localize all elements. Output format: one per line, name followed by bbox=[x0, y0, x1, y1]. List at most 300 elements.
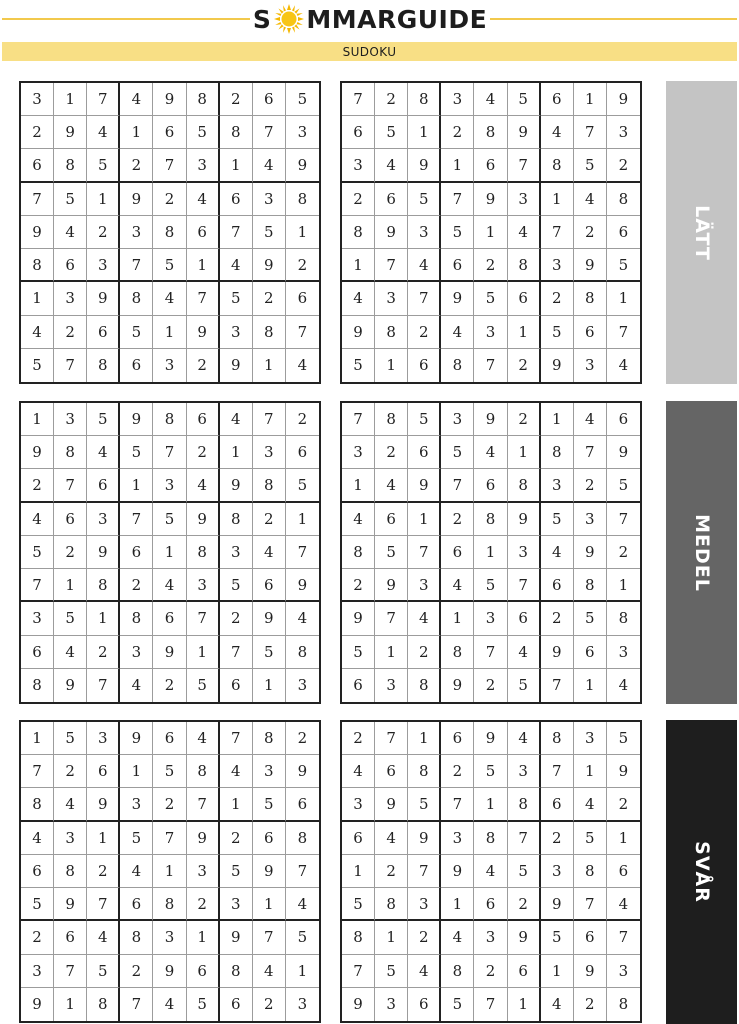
sudoku-cell: 2 bbox=[342, 722, 375, 755]
sudoku-cell: 3 bbox=[441, 403, 474, 436]
sudoku-cell: 5 bbox=[375, 955, 408, 988]
sudoku-cell: 2 bbox=[408, 636, 441, 669]
sudoku-cell: 6 bbox=[541, 569, 574, 602]
sudoku-cell: 8 bbox=[508, 249, 541, 282]
sudoku-cell: 8 bbox=[87, 988, 120, 1021]
sudoku-cell: 4 bbox=[508, 636, 541, 669]
sudoku-cell: 3 bbox=[253, 755, 286, 788]
sudoku-cell: 4 bbox=[54, 216, 87, 249]
sudoku-cell: 1 bbox=[375, 349, 408, 382]
sudoku-cell: 8 bbox=[187, 755, 220, 788]
sudoku-cell: 3 bbox=[607, 116, 640, 149]
sudoku-cell: 5 bbox=[408, 183, 441, 216]
sudoku-cell: 3 bbox=[286, 116, 319, 149]
sudoku-cell: 9 bbox=[87, 536, 120, 569]
sudoku-cell: 5 bbox=[286, 83, 319, 116]
sudoku-cell: 2 bbox=[474, 669, 507, 702]
header-rule-right bbox=[486, 18, 737, 20]
sudoku-cell: 2 bbox=[153, 183, 186, 216]
sudoku-cell: 9 bbox=[375, 569, 408, 602]
sudoku-cell: 7 bbox=[607, 503, 640, 536]
sudoku-cell: 2 bbox=[375, 83, 408, 116]
sudoku-cell: 1 bbox=[253, 669, 286, 702]
sudoku-cell: 2 bbox=[574, 469, 607, 502]
sudoku-cell: 4 bbox=[441, 921, 474, 954]
sudoku-cell: 8 bbox=[220, 116, 253, 149]
sudoku-cell: 6 bbox=[474, 149, 507, 182]
sudoku-cell: 1 bbox=[120, 469, 153, 502]
sudoku-cell: 4 bbox=[187, 469, 220, 502]
sudoku-cell: 1 bbox=[441, 888, 474, 921]
sudoku-cell: 9 bbox=[508, 116, 541, 149]
sudoku-cell: 3 bbox=[54, 403, 87, 436]
sudoku-cell: 3 bbox=[120, 788, 153, 821]
sudoku-cell: 6 bbox=[375, 755, 408, 788]
sudoku-cell: 5 bbox=[408, 403, 441, 436]
sudoku-cell: 5 bbox=[508, 855, 541, 888]
sudoku-cell: 3 bbox=[408, 888, 441, 921]
sudoku-cell: 3 bbox=[441, 822, 474, 855]
sudoku-cell: 4 bbox=[574, 403, 607, 436]
sudoku-cell: 9 bbox=[54, 669, 87, 702]
sudoku-cell: 8 bbox=[187, 83, 220, 116]
sudoku-cell: 9 bbox=[187, 822, 220, 855]
sudoku-cell: 9 bbox=[187, 503, 220, 536]
sudoku-cell: 3 bbox=[54, 282, 87, 315]
sudoku-cell: 5 bbox=[220, 282, 253, 315]
sudoku-cell: 1 bbox=[408, 503, 441, 536]
sudoku-cell: 7 bbox=[120, 988, 153, 1021]
sudoku-cell: 5 bbox=[54, 183, 87, 216]
sudoku-cell: 3 bbox=[297, 995, 308, 1014]
sudoku-cell: 1 bbox=[474, 216, 507, 249]
sudoku-cell: 5 bbox=[253, 216, 286, 249]
sudoku-cell: 9 bbox=[607, 755, 640, 788]
sudoku-cell: 5 bbox=[541, 503, 574, 536]
sudoku-cell: 1 bbox=[286, 503, 319, 536]
sudoku-cell: 2 bbox=[441, 503, 474, 536]
sudoku-cell: 7 bbox=[474, 636, 507, 669]
sudoku-cell: 9 bbox=[574, 536, 607, 569]
sudoku-cell: 5 bbox=[574, 602, 607, 635]
sudoku-cell: 1 bbox=[153, 536, 186, 569]
sudoku-cell: 2 bbox=[508, 403, 541, 436]
sudoku-cell: 3 bbox=[253, 436, 286, 469]
sudoku-cell: 1 bbox=[508, 988, 541, 1021]
sudoku-cell: 1 bbox=[474, 788, 507, 821]
sudoku-cell: 4 bbox=[220, 249, 253, 282]
sudoku-cell: 3 bbox=[153, 349, 186, 382]
sudoku-cell: 5 bbox=[120, 436, 153, 469]
sudoku-cell: 4 bbox=[87, 116, 120, 149]
sudoku-cell: 2 bbox=[541, 282, 574, 315]
sudoku-cell: 8 bbox=[408, 669, 441, 702]
sudoku-cell: 8 bbox=[574, 855, 607, 888]
sudoku-cell: 8 bbox=[286, 636, 319, 669]
sudoku-cell: 1 bbox=[54, 569, 87, 602]
sudoku-cell: 1 bbox=[153, 855, 186, 888]
sudoku-cell: 6 bbox=[508, 955, 541, 988]
sudoku-cell: 7 bbox=[220, 216, 253, 249]
sudoku-cell: 8 bbox=[441, 349, 474, 382]
sudoku-grid-medel-2 bbox=[340, 401, 642, 704]
sudoku-cell: 3 bbox=[220, 536, 253, 569]
sudoku-cell: 3 bbox=[187, 569, 220, 602]
sudoku-cell: 8 bbox=[541, 436, 574, 469]
sudoku-cell: 6 bbox=[153, 602, 186, 635]
sudoku-cell: 3 bbox=[574, 722, 607, 755]
sudoku-cell: 9 bbox=[21, 216, 54, 249]
sudoku-cell: 7 bbox=[87, 669, 120, 702]
sudoku-cell: 2 bbox=[21, 921, 54, 954]
sudoku-cell: 1 bbox=[187, 636, 220, 669]
sudoku-cell: 9 bbox=[187, 316, 220, 349]
sudoku-cell: 9 bbox=[541, 349, 574, 382]
sudoku-cell: 9 bbox=[508, 921, 541, 954]
sudoku-cell: 9 bbox=[342, 602, 375, 635]
sudoku-cell: 7 bbox=[286, 536, 319, 569]
sudoku-cell: 2 bbox=[342, 183, 375, 216]
sudoku-cell: 1 bbox=[574, 83, 607, 116]
sudoku-cell: 8 bbox=[541, 149, 574, 182]
sudoku-cell: 1 bbox=[220, 788, 253, 821]
sudoku-cell: 8 bbox=[21, 788, 54, 821]
sudoku-cell: 8 bbox=[87, 349, 120, 382]
sudoku-cell: 6 bbox=[441, 249, 474, 282]
sudoku-cell: 1 bbox=[607, 569, 640, 602]
sudoku-cell: 4 bbox=[618, 676, 629, 695]
sudoku-cell: 7 bbox=[541, 216, 574, 249]
sudoku-cell: 8 bbox=[508, 469, 541, 502]
sudoku-cell: 7 bbox=[187, 788, 220, 821]
sudoku-cell: 6 bbox=[342, 116, 375, 149]
sudoku-cell: 3 bbox=[375, 669, 408, 702]
sudoku-cell: 8 bbox=[574, 569, 607, 602]
sudoku-cell: 8 bbox=[342, 536, 375, 569]
sudoku-cell: 6 bbox=[187, 955, 220, 988]
sudoku-cell: 4 bbox=[21, 316, 54, 349]
sudoku-cell: 7 bbox=[441, 788, 474, 821]
sudoku-cell: 8 bbox=[541, 722, 574, 755]
sudoku-cell: 4 bbox=[253, 149, 286, 182]
sudoku-cell: 5 bbox=[187, 116, 220, 149]
sudoku-cell: 3 bbox=[474, 602, 507, 635]
sudoku-cell: 9 bbox=[220, 349, 253, 382]
sudoku-cell: 7 bbox=[474, 988, 507, 1021]
sudoku-cell: 9 bbox=[286, 755, 319, 788]
sudoku-cell: 3 bbox=[342, 149, 375, 182]
sudoku-cell: 7 bbox=[120, 249, 153, 282]
sudoku-cell: 9 bbox=[120, 403, 153, 436]
sudoku-cell: 5 bbox=[474, 569, 507, 602]
sudoku-cell: 5 bbox=[187, 988, 220, 1021]
sudoku-cell: 2 bbox=[21, 469, 54, 502]
sudoku-cell: 2 bbox=[253, 988, 286, 1021]
sudoku-cell: 8 bbox=[220, 955, 253, 988]
sudoku-cell: 8 bbox=[54, 149, 87, 182]
sudoku-cell: 2 bbox=[87, 216, 120, 249]
sudoku-cell: 9 bbox=[253, 602, 286, 635]
sudoku-cell: 4 bbox=[541, 536, 574, 569]
sudoku-cell: 1 bbox=[253, 888, 286, 921]
sudoku-cell: 9 bbox=[607, 83, 640, 116]
sudoku-cell: 7 bbox=[286, 316, 319, 349]
sudoku-cell: 5 bbox=[87, 149, 120, 182]
sudoku-cell: 5 bbox=[375, 116, 408, 149]
sudoku-cell: 5 bbox=[21, 349, 54, 382]
sudoku-cell: 7 bbox=[408, 855, 441, 888]
sudoku-cell: 2 bbox=[541, 602, 574, 635]
sudoku-cell: 1 bbox=[342, 469, 375, 502]
sudoku-cell: 5 bbox=[54, 602, 87, 635]
sudoku-cell: 5 bbox=[87, 955, 120, 988]
sudoku-cell: 1 bbox=[187, 249, 220, 282]
sudoku-cell: 1 bbox=[220, 149, 253, 182]
sudoku-cell: 2 bbox=[220, 822, 253, 855]
sudoku-cell: 8 bbox=[253, 469, 286, 502]
sudoku-cell: 1 bbox=[574, 669, 607, 702]
sudoku-cell: 4 bbox=[120, 855, 153, 888]
sudoku-cell: 6 bbox=[21, 636, 54, 669]
sudoku-cell: 6 bbox=[54, 249, 87, 282]
sudoku-cell: 3 bbox=[541, 249, 574, 282]
sudoku-cell: 7 bbox=[153, 436, 186, 469]
sudoku-cell: 3 bbox=[253, 183, 286, 216]
sudoku-cell: 5 bbox=[286, 469, 319, 502]
sudoku-cell: 8 bbox=[607, 602, 640, 635]
sudoku-cell: 5 bbox=[607, 722, 640, 755]
sudoku-cell: 3 bbox=[408, 569, 441, 602]
sudoku-cell: 6 bbox=[54, 503, 87, 536]
sudoku-cell: 3 bbox=[375, 988, 408, 1021]
sudoku-cell: 2 bbox=[187, 888, 220, 921]
sudoku-cell: 7 bbox=[54, 955, 87, 988]
sudoku-cell: 2 bbox=[286, 249, 319, 282]
sudoku-cell: 3 bbox=[342, 788, 375, 821]
sudoku-grid-medel-1 bbox=[19, 401, 321, 704]
sudoku-cell: 8 bbox=[375, 316, 408, 349]
sudoku-cell: 1 bbox=[508, 316, 541, 349]
sudoku-cell: 8 bbox=[408, 755, 441, 788]
sudoku-cell: 2 bbox=[375, 436, 408, 469]
sudoku-cell: 6 bbox=[408, 349, 441, 382]
sudoku-cell: 9 bbox=[253, 855, 286, 888]
sudoku-cell: 9 bbox=[408, 822, 441, 855]
sudoku-cell: 1 bbox=[408, 116, 441, 149]
sudoku-cell: 9 bbox=[541, 636, 574, 669]
sudoku-cell: 4 bbox=[441, 569, 474, 602]
sudoku-cell: 4 bbox=[286, 888, 319, 921]
sudoku-cell: 1 bbox=[87, 602, 120, 635]
sudoku-cell: 6 bbox=[286, 436, 319, 469]
sun-icon bbox=[274, 4, 304, 34]
sudoku-cell: 4 bbox=[342, 755, 375, 788]
sudoku-cell: 3 bbox=[187, 855, 220, 888]
sudoku-cell: 2 bbox=[408, 316, 441, 349]
sudoku-cell: 6 bbox=[607, 216, 640, 249]
sudoku-cell: 9 bbox=[87, 282, 120, 315]
sudoku-cell: 2 bbox=[286, 722, 319, 755]
sudoku-cell: 5 bbox=[120, 822, 153, 855]
sudoku-cell: 4 bbox=[408, 249, 441, 282]
sudoku-cell: 6 bbox=[574, 316, 607, 349]
sudoku-cell: 6 bbox=[508, 282, 541, 315]
sudoku-cell: 9 bbox=[342, 316, 375, 349]
sudoku-cell: 8 bbox=[187, 536, 220, 569]
sudoku-cell: 3 bbox=[297, 676, 308, 695]
sudoku-cell: 3 bbox=[21, 83, 54, 116]
sudoku-cell: 3 bbox=[541, 855, 574, 888]
sudoku-cell: 5 bbox=[153, 249, 186, 282]
sudoku-cell: 6 bbox=[607, 403, 640, 436]
sudoku-cell: 4 bbox=[87, 436, 120, 469]
sudoku-cell: 6 bbox=[541, 83, 574, 116]
sudoku-cell: 7 bbox=[408, 282, 441, 315]
sudoku-cell: 9 bbox=[253, 249, 286, 282]
sudoku-cell: 9 bbox=[508, 503, 541, 536]
sudoku-cell: 7 bbox=[220, 722, 253, 755]
sudoku-cell: 8 bbox=[375, 403, 408, 436]
brand-prefix: S bbox=[252, 4, 272, 34]
sudoku-cell: 5 bbox=[153, 503, 186, 536]
sudoku-cell: 7 bbox=[474, 349, 507, 382]
sudoku-cell: 7 bbox=[21, 183, 54, 216]
sudoku-cell: 6 bbox=[153, 116, 186, 149]
header bbox=[0, 0, 739, 40]
sudoku-cell: 1 bbox=[187, 921, 220, 954]
sudoku-cell: 6 bbox=[342, 822, 375, 855]
sudoku-cell: 8 bbox=[54, 855, 87, 888]
sudoku-cell: 8 bbox=[286, 183, 319, 216]
sudoku-cell: 8 bbox=[286, 822, 319, 855]
sudoku-cell: 4 bbox=[21, 822, 54, 855]
sudoku-cell: 3 bbox=[375, 282, 408, 315]
sudoku-cell: 8 bbox=[474, 503, 507, 536]
sudoku-cell: 1 bbox=[120, 116, 153, 149]
sudoku-cell: 7 bbox=[574, 888, 607, 921]
sudoku-cell: 6 bbox=[375, 183, 408, 216]
sudoku-cell: 2 bbox=[541, 822, 574, 855]
sudoku-cell: 1 bbox=[607, 822, 640, 855]
level-band-latt bbox=[666, 81, 737, 384]
sudoku-cell: 1 bbox=[375, 921, 408, 954]
sudoku-cell: 7 bbox=[574, 116, 607, 149]
sudoku-cell: 7 bbox=[253, 921, 286, 954]
sudoku-cell: 9 bbox=[574, 955, 607, 988]
sudoku-cell: 9 bbox=[408, 469, 441, 502]
sudoku-cell: 7 bbox=[187, 602, 220, 635]
sudoku-cell: 7 bbox=[120, 503, 153, 536]
sudoku-cell: 7 bbox=[607, 316, 640, 349]
sudoku-cell: 1 bbox=[21, 282, 54, 315]
sudoku-cell: 3 bbox=[474, 921, 507, 954]
sudoku-cell: 7 bbox=[21, 569, 54, 602]
sudoku-cell: 5 bbox=[120, 316, 153, 349]
sudoku-cell: 2 bbox=[441, 755, 474, 788]
sudoku-cell: 4 bbox=[297, 356, 308, 375]
sudoku-cell: 4 bbox=[508, 722, 541, 755]
sudoku-cell: 9 bbox=[286, 569, 319, 602]
sudoku-cell: 9 bbox=[441, 855, 474, 888]
sudoku-cell: 7 bbox=[441, 183, 474, 216]
sudoku-cell: 2 bbox=[187, 436, 220, 469]
sudoku-cell: 2 bbox=[120, 149, 153, 182]
sudoku-cell: 5 bbox=[286, 921, 319, 954]
sudoku-cell: 8 bbox=[253, 722, 286, 755]
sudoku-cell: 7 bbox=[508, 822, 541, 855]
sudoku-cell: 3 bbox=[21, 955, 54, 988]
sudoku-cell: 5 bbox=[153, 755, 186, 788]
sudoku-cell: 9 bbox=[286, 149, 319, 182]
sudoku-cell: 2 bbox=[54, 755, 87, 788]
sudoku-cell: 2 bbox=[574, 216, 607, 249]
sudoku-cell: 7 bbox=[375, 722, 408, 755]
sudoku-cell: 2 bbox=[54, 536, 87, 569]
section-bar bbox=[2, 42, 737, 61]
sudoku-cell: 7 bbox=[342, 955, 375, 988]
sudoku-cell: 3 bbox=[87, 503, 120, 536]
sudoku-cell: 6 bbox=[342, 669, 375, 702]
sudoku-cell: 5 bbox=[441, 988, 474, 1021]
sudoku-cell: 9 bbox=[87, 788, 120, 821]
sudoku-cell: 6 bbox=[541, 788, 574, 821]
sudoku-cell: 5 bbox=[187, 669, 220, 702]
sudoku-grid-svar-2 bbox=[340, 720, 642, 1023]
sudoku-grid-latt-2 bbox=[340, 81, 642, 384]
sudoku-cell: 2 bbox=[120, 955, 153, 988]
sudoku-cell: 1 bbox=[408, 722, 441, 755]
sudoku-cell: 7 bbox=[286, 855, 319, 888]
section-title: SUDOKU bbox=[342, 44, 397, 59]
sudoku-cell: 5 bbox=[574, 822, 607, 855]
sudoku-cell: 2 bbox=[474, 955, 507, 988]
sudoku-cell: 4 bbox=[220, 403, 253, 436]
sudoku-cell: 1 bbox=[87, 183, 120, 216]
sudoku-cell: 6 bbox=[253, 569, 286, 602]
sudoku-cell: 5 bbox=[607, 249, 640, 282]
sudoku-cell: 6 bbox=[21, 149, 54, 182]
sudoku-cell: 2 bbox=[607, 536, 640, 569]
sudoku-cell: 7 bbox=[541, 755, 574, 788]
sudoku-cell: 3 bbox=[408, 216, 441, 249]
sudoku-cell: 4 bbox=[541, 988, 574, 1021]
brand-suffix: MMARGUIDE bbox=[306, 4, 488, 34]
sudoku-cell: 4 bbox=[508, 216, 541, 249]
sudoku-cell: 8 bbox=[408, 83, 441, 116]
sudoku-cell: 7 bbox=[574, 436, 607, 469]
sudoku-cell: 7 bbox=[441, 469, 474, 502]
sudoku-cell: 3 bbox=[574, 503, 607, 536]
sudoku-cell: 1 bbox=[574, 755, 607, 788]
sudoku-cell: 6 bbox=[253, 83, 286, 116]
sudoku-cell: 7 bbox=[375, 249, 408, 282]
sudoku-cell: 6 bbox=[286, 788, 319, 821]
sudoku-cell: 6 bbox=[441, 722, 474, 755]
sudoku-cell: 1 bbox=[474, 536, 507, 569]
sudoku-cell: 1 bbox=[375, 636, 408, 669]
sudoku-cell: 7 bbox=[87, 888, 120, 921]
sudoku-cell: 9 bbox=[120, 183, 153, 216]
sudoku-cell: 3 bbox=[21, 602, 54, 635]
sudoku-cell: 6 bbox=[120, 536, 153, 569]
sudoku-cell: 2 bbox=[508, 888, 541, 921]
sudoku-cell: 6 bbox=[574, 636, 607, 669]
sudoku-cell: 6 bbox=[220, 183, 253, 216]
sudoku-cell: 3 bbox=[607, 955, 640, 988]
sudoku-cell: 8 bbox=[120, 282, 153, 315]
sudoku-grid-svar-1 bbox=[19, 720, 321, 1023]
sudoku-cell: 6 bbox=[87, 469, 120, 502]
